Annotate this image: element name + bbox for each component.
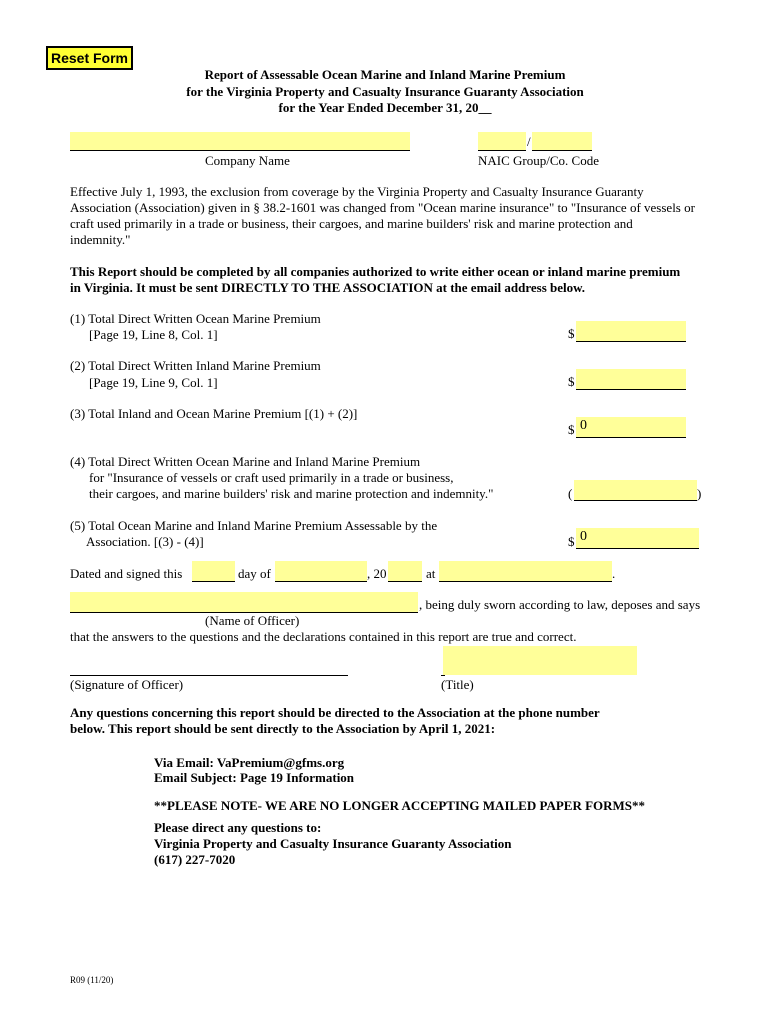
item-5-label: (5) Total Ocean Marine and Inland Marine Premium Assessable by the — [70, 518, 438, 533]
item-1-amount-field[interactable] — [576, 321, 686, 341]
item-3-total-field[interactable]: 0 — [576, 417, 686, 437]
year-field[interactable] — [388, 561, 422, 581]
item-2-underline — [576, 389, 686, 390]
at-label: at — [426, 566, 436, 581]
day-underline — [192, 581, 235, 582]
via-email: Via Email: VaPremium@gfms.org — [154, 755, 345, 770]
instruction-line-1: This Report should be completed by all companies authorized to write either ocean or inland marine premium — [70, 264, 681, 279]
officer-name-field[interactable] — [70, 592, 418, 612]
naic-code-field[interactable] — [532, 132, 592, 150]
report-title-line-1: Report of Assessable Ocean Marine and Inland Marine Premium — [204, 67, 566, 82]
intro-line-2: Association (Association) given in § 38.2-1601 was changed from "Ocean marine insurance" to "Insurance of vessels or — [70, 200, 695, 215]
item-4-underline — [574, 500, 697, 501]
dated-signed-label: Dated and signed this — [70, 566, 183, 581]
questions-line-1: Any questions concerning this report should be directed to the Association at the phone number — [70, 705, 600, 720]
item-5-line-2: Association. [(3) - (4)] — [86, 534, 204, 549]
naic-group-underline — [478, 150, 526, 151]
title-field[interactable] — [443, 646, 637, 675]
year-underline — [388, 581, 422, 582]
item-5-assessable-field[interactable]: 0 — [576, 528, 699, 548]
item-4-close-paren: ) — [697, 486, 702, 501]
association-phone: (617) 227-7020 — [154, 852, 236, 867]
item-2-label: (2) Total Direct Written Inland Marine Premium — [70, 358, 321, 373]
year-prefix-label: , 20 — [367, 566, 387, 581]
intro-line-3: craft used primarily in a trade or business, their cargoes, and marine builders' risk and marine protection and — [70, 216, 633, 231]
item-4-line-2: for "Insurance of vessels or craft used primarily in a trade or business, — [89, 470, 454, 485]
company-name-label: Company Name — [205, 153, 290, 168]
location-underline — [439, 581, 612, 582]
naic-group-field[interactable] — [478, 132, 526, 150]
direct-questions-label: Please direct any questions to: — [154, 820, 322, 835]
naic-separator: / — [527, 134, 531, 149]
item-3-underline — [576, 437, 686, 438]
sworn-statement: , being duly sworn according to law, deposes and says — [419, 597, 701, 612]
naic-code-underline — [532, 150, 592, 151]
report-title-line-3: for the Year Ended December 31, 20__ — [278, 100, 492, 115]
naic-code-label: NAIC Group/Co. Code — [478, 153, 599, 168]
signature-line — [70, 675, 348, 676]
reset-form-button[interactable]: Reset Form — [46, 46, 133, 70]
item-5-dollar: $ — [568, 534, 575, 549]
location-field[interactable] — [439, 561, 612, 581]
item-2-dollar: $ — [568, 374, 575, 389]
signature-label: (Signature of Officer) — [70, 677, 184, 692]
item-1-dollar: $ — [568, 326, 575, 341]
paper-forms-note: **PLEASE NOTE- WE ARE NO LONGER ACCEPTING MAILED PAPER FORMS** — [154, 798, 646, 813]
intro-line-4: indemnity." — [70, 232, 131, 247]
item-4-amount-field[interactable] — [574, 480, 697, 500]
item-2-reference: [Page 19, Line 9, Col. 1] — [89, 375, 218, 390]
item-4-label: (4) Total Direct Written Ocean Marine and Inland Marine Premium — [70, 454, 421, 469]
form-code: R09 (11/20) — [70, 975, 114, 985]
declaration-statement: that the answers to the questions and the declarations contained in this report are true and correct. — [70, 629, 577, 644]
location-period: . — [612, 566, 616, 581]
item-4-open-paren: ( — [568, 486, 573, 501]
item-2-amount-field[interactable] — [576, 369, 686, 389]
item-3-label: (3) Total Inland and Ocean Marine Premium [(1) + (2)] — [70, 406, 358, 421]
day-field[interactable] — [192, 561, 235, 581]
title-underline — [441, 675, 445, 676]
intro-line-1: Effective July 1, 1993, the exclusion from coverage by the Virginia Property and Casualty Insurance Guaranty — [70, 184, 644, 199]
report-title-line-2: for the Virginia Property and Casualty Insurance Guaranty Association — [186, 84, 584, 99]
company-name-field[interactable] — [70, 132, 410, 150]
officer-name-label: (Name of Officer) — [205, 613, 300, 628]
item-5-underline — [576, 548, 699, 549]
questions-line-2: below. This report should be sent directly to the Association by April 1, 2021: — [70, 721, 496, 736]
day-of-label: day of — [238, 566, 271, 581]
item-1-reference: [Page 19, Line 8, Col. 1] — [89, 327, 218, 342]
title-label: (Title) — [441, 677, 474, 692]
item-3-dollar: $ — [568, 422, 575, 437]
month-underline — [275, 581, 367, 582]
item-1-label: (1) Total Direct Written Ocean Marine Premium — [70, 311, 321, 326]
item-4-line-3: their cargoes, and marine builders' risk and marine protection and indemnity." — [89, 486, 494, 501]
item-1-underline — [576, 341, 686, 342]
instruction-line-2: in Virginia. It must be sent DIRECTLY TO THE ASSOCIATION at the email address below. — [70, 280, 586, 295]
month-field[interactable] — [275, 561, 367, 581]
email-subject: Email Subject: Page 19 Information — [154, 770, 355, 785]
company-name-underline — [70, 150, 410, 151]
association-name: Virginia Property and Casualty Insurance Guaranty Association — [154, 836, 512, 851]
